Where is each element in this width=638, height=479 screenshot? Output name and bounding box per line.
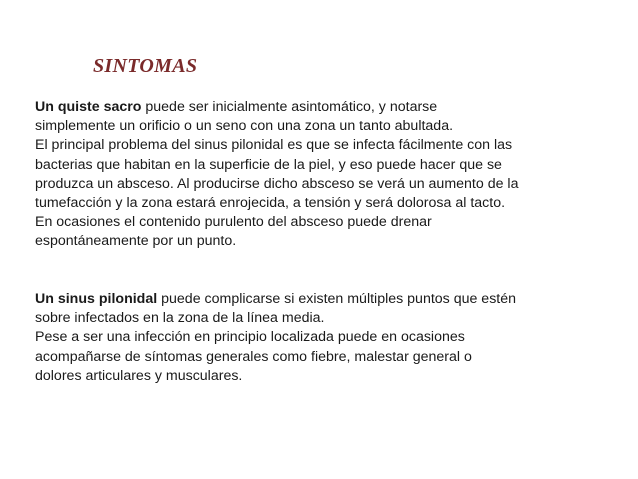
- paragraph-sinus-pilonidal: [35, 290, 615, 386]
- paragraph-line: Pese a ser una infección en principio localizada puede en ocasiones: [35, 329, 465, 346]
- lead-continuation: puede complicarse si existen múltiples puntos que estén: [157, 291, 517, 307]
- paragraph-line: bacterias que habitan en la superficie de la piel, y eso puede hacer que se: [35, 156, 502, 173]
- paragraph-line: sobre infectados en la zona de la línea media.: [35, 310, 325, 327]
- slide-title: SINTOMAS: [93, 55, 198, 77]
- paragraph-quiste-sacro: [35, 98, 615, 252]
- paragraph-line: simplemente un orificio o un seno con una zona un tanto abultada.: [35, 118, 454, 135]
- paragraph-line: En ocasiones el contenido purulento del absceso puede drenar: [35, 214, 432, 231]
- paragraph-line: produzca un absceso. Al producirse dicho absceso se verá un aumento de la: [35, 175, 519, 192]
- paragraph-line: dolores articulares y musculares.: [35, 367, 243, 384]
- lead-continuation: puede ser inicialmente asintomático, y notarse: [141, 99, 438, 115]
- bold-lead-quiste-sacro: Un quiste sacro: [35, 99, 142, 115]
- paragraph-line: El principal problema del sinus pilonidal es que se infecta fácilmente con las: [35, 137, 513, 154]
- paragraph-line: espontáneamente por un punto.: [35, 233, 237, 250]
- bold-lead-sinus-pilonidal: Un sinus pilonidal: [35, 291, 158, 307]
- paragraph-line: tumefacción y la zona estará enrojecida, a tensión y será dolorosa al tacto.: [35, 195, 506, 212]
- paragraph-line: [35, 290, 615, 309]
- paragraph-line: [35, 98, 615, 117]
- paragraph-line: acompañarse de síntomas generales como fiebre, malestar general o: [35, 348, 472, 365]
